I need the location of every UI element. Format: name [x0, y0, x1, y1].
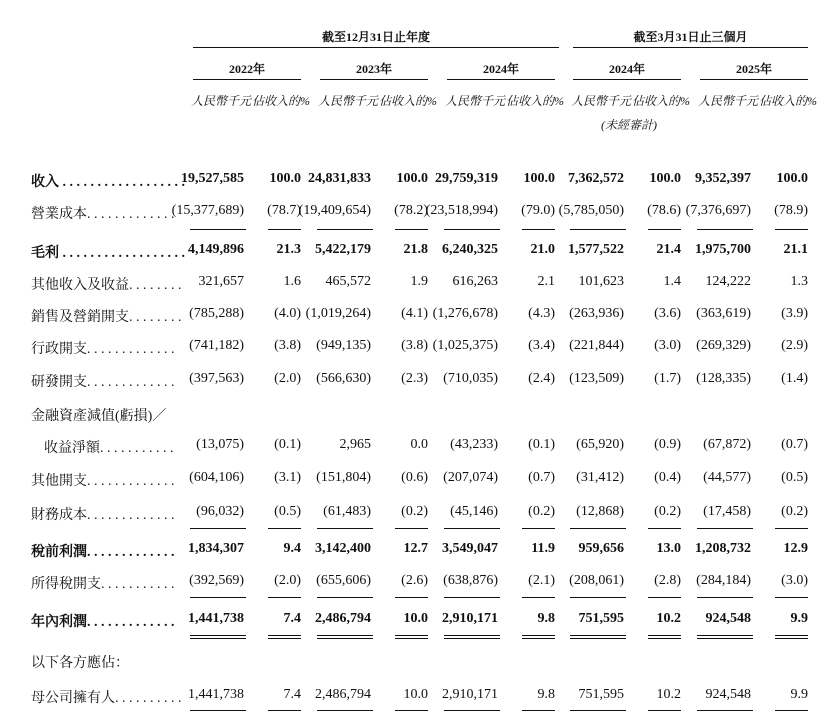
percent-cell: 21.4	[656, 242, 681, 257]
amount-cell: (655,606)	[316, 573, 371, 588]
header-quarter-rule	[573, 47, 808, 48]
total-rule	[268, 635, 301, 636]
percent-cell: (3.8)	[274, 338, 301, 353]
percent-cell: (3.0)	[654, 338, 681, 353]
unit-pct: 佔收入的%	[252, 94, 310, 108]
table-row	[0, 573, 829, 595]
amount-cell: 3,549,047	[442, 541, 498, 556]
percent-cell: 1.3	[790, 274, 808, 289]
percent-cell: (0.5)	[781, 470, 808, 485]
amount-cell: (151,804)	[316, 470, 371, 485]
total-rule	[190, 528, 246, 529]
percent-cell: (3.0)	[781, 573, 808, 588]
percent-cell: 13.0	[656, 541, 681, 556]
total-rule	[268, 638, 301, 639]
percent-cell: 21.1	[783, 242, 808, 257]
percent-cell: (79.0)	[521, 203, 555, 218]
row-label: 銷售及營銷開支. . . . . . . .	[31, 310, 182, 325]
row-label: 研發開支. . . . . . . . . . . . .	[31, 375, 175, 390]
period-2024-rule	[447, 79, 555, 80]
period-2023: 2023年	[355, 62, 392, 76]
percent-cell: 12.9	[783, 541, 808, 556]
percent-cell: 100.0	[269, 171, 301, 186]
amount-cell: 1,834,307	[188, 541, 244, 556]
table-row	[0, 338, 829, 360]
percent-cell: 9.9	[790, 611, 808, 626]
amount-cell: 1,975,700	[695, 242, 751, 257]
percent-cell: 11.9	[531, 541, 555, 556]
unit-amount: 人民幣千元	[697, 94, 758, 108]
total-rule	[570, 528, 626, 529]
row-label: 母公司擁有人. . . . . . . . . .	[31, 691, 182, 706]
total-rule	[570, 229, 626, 230]
percent-cell: 21.3	[276, 242, 301, 257]
row-label: 其他收入及收益. . . . . . . .	[31, 278, 182, 293]
amount-cell: (604,106)	[189, 470, 244, 485]
total-rule	[775, 638, 808, 639]
total-rule	[522, 635, 555, 636]
total-rule	[570, 638, 626, 639]
table-row	[0, 541, 829, 563]
amount-cell: 465,572	[325, 274, 371, 289]
total-rule	[317, 638, 373, 639]
percent-cell: 10.0	[403, 611, 428, 626]
percent-cell: 2.1	[537, 274, 555, 289]
total-rule	[190, 229, 246, 230]
percent-cell: (0.2)	[528, 504, 555, 519]
total-rule	[268, 528, 301, 529]
total-rule	[317, 635, 373, 636]
unit-pct: 佔收入的%	[379, 94, 437, 108]
total-rule	[395, 710, 428, 711]
table-row	[0, 405, 829, 427]
percent-cell: (0.7)	[528, 470, 555, 485]
amount-cell: (15,377,689)	[171, 203, 244, 218]
period-2025-q1: 2025年	[735, 62, 772, 76]
amount-cell: (13,075)	[196, 437, 244, 452]
percent-cell: 1.9	[410, 274, 428, 289]
amount-cell: 1,441,738	[188, 611, 244, 626]
total-rule	[697, 528, 753, 529]
period-2022: 2022年	[228, 62, 265, 76]
total-rule	[190, 635, 246, 636]
total-rule	[444, 638, 500, 639]
percent-cell: (1.7)	[654, 371, 681, 386]
total-rule	[522, 528, 555, 529]
percent-cell: (0.2)	[781, 504, 808, 519]
total-rule	[317, 229, 373, 230]
percent-cell: (0.4)	[654, 470, 681, 485]
amount-cell: (710,035)	[443, 371, 498, 386]
total-rule	[444, 635, 500, 636]
header-quarter-group: 截至3月31日止三個月	[633, 30, 748, 44]
table-row	[0, 687, 829, 709]
amount-cell: (17,458)	[703, 504, 751, 519]
amount-cell: (61,483)	[323, 504, 371, 519]
row-label: 營業成本. . . . . . . . . . . . .	[31, 207, 175, 222]
amount-cell: (638,876)	[443, 573, 498, 588]
amount-cell: (566,630)	[316, 371, 371, 386]
table-row	[0, 611, 829, 633]
total-rule	[190, 638, 246, 639]
percent-cell: 100.0	[649, 171, 681, 186]
total-rule	[697, 229, 753, 230]
amount-cell: 1,577,522	[568, 242, 624, 257]
total-rule	[648, 638, 681, 639]
percent-cell: 21.8	[403, 242, 428, 257]
amount-cell: (207,074)	[443, 470, 498, 485]
header-year-group: 截至12月31日止年度	[321, 30, 430, 44]
percent-cell: 9.8	[537, 611, 555, 626]
amount-cell: 6,240,325	[442, 242, 498, 257]
percent-cell: (0.1)	[528, 437, 555, 452]
percent-cell: 100.0	[776, 171, 808, 186]
amount-cell: (65,920)	[576, 437, 624, 452]
percent-cell: (2.9)	[781, 338, 808, 353]
row-label: 所得稅開支. . . . . . . . . . .	[31, 577, 175, 592]
total-rule	[444, 597, 500, 598]
amount-cell: (741,182)	[189, 338, 244, 353]
total-rule	[444, 229, 500, 230]
amount-cell: 1,208,732	[695, 541, 751, 556]
amount-cell: (45,146)	[450, 504, 498, 519]
percent-cell: (0.2)	[654, 504, 681, 519]
unit-amount: 人民幣千元	[444, 94, 505, 108]
period-2024-q1-rule	[573, 79, 681, 80]
total-rule	[697, 635, 753, 636]
table-row	[0, 171, 829, 193]
amount-cell: (785,288)	[189, 306, 244, 321]
amount-cell: (363,619)	[696, 306, 751, 321]
table-row	[0, 274, 829, 296]
row-label: 以下各方應佔：	[31, 656, 129, 671]
amount-cell: (284,184)	[696, 573, 751, 588]
percent-cell: (3.6)	[654, 306, 681, 321]
percent-cell: (4.3)	[528, 306, 555, 321]
percent-cell: (3.4)	[528, 338, 555, 353]
header-year-rule	[193, 47, 559, 48]
total-rule	[697, 597, 753, 598]
amount-cell: 9,352,397	[695, 171, 751, 186]
total-rule	[268, 229, 301, 230]
percent-cell: 1.6	[283, 274, 301, 289]
amount-cell: (123,509)	[569, 371, 624, 386]
table-row	[0, 203, 829, 225]
row-label: 收入 . . . . . . . . . . . . . . . . . .	[31, 175, 185, 190]
unit-amount: 人民幣千元	[317, 94, 378, 108]
percent-cell: (3.8)	[401, 338, 428, 353]
amount-cell: (23,518,994)	[425, 203, 498, 218]
total-rule	[444, 528, 500, 529]
amount-cell: (221,844)	[569, 338, 624, 353]
percent-cell: 9.9	[790, 687, 808, 702]
amount-cell: (1,019,264)	[305, 306, 371, 321]
total-rule	[648, 635, 681, 636]
total-rule	[775, 710, 808, 711]
row-label: 行政開支. . . . . . . . . . . . .	[31, 342, 175, 357]
amount-cell: (31,412)	[576, 470, 624, 485]
percent-cell: 1.4	[663, 274, 681, 289]
amount-cell: 24,831,833	[308, 171, 371, 186]
total-rule	[317, 528, 373, 529]
row-label: 其他開支. . . . . . . . . . . . .	[31, 474, 175, 489]
amount-cell: 2,910,171	[442, 611, 498, 626]
total-rule	[775, 597, 808, 598]
amount-cell: (208,061)	[569, 573, 624, 588]
amount-cell: 124,222	[705, 274, 751, 289]
percent-cell: (78.2)	[394, 203, 428, 218]
period-2023-rule	[320, 79, 428, 80]
percent-cell: 7.4	[283, 687, 301, 702]
total-rule	[522, 638, 555, 639]
percent-cell: (2.4)	[528, 371, 555, 386]
amount-cell: (269,329)	[696, 338, 751, 353]
total-rule	[648, 528, 681, 529]
percent-cell: 10.0	[403, 687, 428, 702]
total-rule	[522, 710, 555, 711]
percent-cell: (2.0)	[274, 573, 301, 588]
percent-cell: (2.1)	[528, 573, 555, 588]
amount-cell: 2,910,171	[442, 687, 498, 702]
percent-cell: 21.0	[530, 242, 555, 257]
amount-cell: 1,441,738	[188, 687, 244, 702]
total-rule	[648, 710, 681, 711]
percent-cell: (2.3)	[401, 371, 428, 386]
percent-cell: 10.2	[656, 687, 681, 702]
total-rule	[648, 597, 681, 598]
percent-cell: (0.9)	[654, 437, 681, 452]
amount-cell: 751,595	[578, 611, 624, 626]
amount-cell: (44,577)	[703, 470, 751, 485]
total-rule	[522, 229, 555, 230]
amount-cell: 924,548	[705, 611, 751, 626]
amount-cell: 19,527,585	[181, 171, 244, 186]
percent-cell: (4.0)	[274, 306, 301, 321]
amount-cell: 2,965	[339, 437, 371, 452]
amount-cell: 101,623	[578, 274, 624, 289]
amount-cell: (392,569)	[189, 573, 244, 588]
amount-cell: (12,868)	[576, 504, 624, 519]
amount-cell: 5,422,179	[315, 242, 371, 257]
total-rule	[697, 638, 753, 639]
percent-cell: (0.1)	[274, 437, 301, 452]
amount-cell: (5,785,050)	[558, 203, 624, 218]
amount-cell: (96,032)	[196, 504, 244, 519]
table-row	[0, 437, 829, 459]
amount-cell: (1,025,375)	[432, 338, 498, 353]
amount-cell: (67,872)	[703, 437, 751, 452]
total-rule	[395, 229, 428, 230]
table-row	[0, 371, 829, 393]
percent-cell: (4.1)	[401, 306, 428, 321]
percent-cell: (2.8)	[654, 573, 681, 588]
total-rule	[775, 528, 808, 529]
percent-cell: 12.7	[403, 541, 428, 556]
total-rule	[570, 710, 626, 711]
percent-cell: 9.8	[537, 687, 555, 702]
period-2024: 2024年	[482, 62, 519, 76]
row-label: 金融資產減值(虧損)／	[31, 409, 167, 424]
percent-cell: 9.4	[283, 541, 301, 556]
percent-cell: (2.0)	[274, 371, 301, 386]
unaudited-note: (未經審計)	[601, 118, 657, 132]
amount-cell: 2,486,794	[315, 687, 371, 702]
amount-cell: 29,759,319	[435, 171, 498, 186]
total-rule	[648, 229, 681, 230]
row-label: 稅前利潤. . . . . . . . . . . . .	[31, 545, 175, 560]
total-rule	[775, 635, 808, 636]
total-rule	[268, 597, 301, 598]
amount-cell: (397,563)	[189, 371, 244, 386]
amount-cell: 924,548	[705, 687, 751, 702]
percent-cell: (78.6)	[647, 203, 681, 218]
percent-cell: 7.4	[283, 611, 301, 626]
period-2025-q1-rule	[700, 79, 808, 80]
row-label: 毛利 . . . . . . . . . . . . . . . . . .	[31, 246, 185, 261]
row-label: 年內利潤. . . . . . . . . . . . .	[31, 615, 175, 630]
total-rule	[317, 597, 373, 598]
total-rule	[268, 710, 301, 711]
total-rule	[697, 710, 753, 711]
total-rule	[395, 528, 428, 529]
row-label: 收益淨額. . . . . . . . . . .	[44, 441, 174, 456]
total-rule	[522, 597, 555, 598]
total-rule	[395, 638, 428, 639]
table-row	[0, 470, 829, 492]
percent-cell: 10.2	[656, 611, 681, 626]
table-row	[0, 242, 829, 264]
table-row	[0, 652, 829, 674]
amount-cell: (43,233)	[450, 437, 498, 452]
amount-cell: 7,362,572	[568, 171, 624, 186]
unit-pct: 佔收入的%	[506, 94, 564, 108]
total-rule	[317, 710, 373, 711]
total-rule	[775, 229, 808, 230]
amount-cell: (7,376,697)	[685, 203, 751, 218]
table-row	[0, 306, 829, 328]
amount-cell: 3,142,400	[315, 541, 371, 556]
unit-pct: 佔收入的%	[632, 94, 690, 108]
amount-cell: (263,936)	[569, 306, 624, 321]
total-rule	[444, 710, 500, 711]
percent-cell: (78.7)	[267, 203, 301, 218]
total-rule	[395, 635, 428, 636]
percent-cell: (0.2)	[401, 504, 428, 519]
percent-cell: (0.6)	[401, 470, 428, 485]
amount-cell: 959,656	[578, 541, 624, 556]
period-2022-rule	[193, 79, 301, 80]
total-rule	[570, 597, 626, 598]
total-rule	[190, 597, 246, 598]
amount-cell: (1,276,678)	[432, 306, 498, 321]
period-2024-q1: 2024年	[608, 62, 645, 76]
percent-cell: 100.0	[523, 171, 555, 186]
percent-cell: (3.9)	[781, 306, 808, 321]
percent-cell: (78.9)	[774, 203, 808, 218]
percent-cell: (2.6)	[401, 573, 428, 588]
percent-cell: 100.0	[396, 171, 428, 186]
amount-cell: 751,595	[578, 687, 624, 702]
percent-cell: (3.1)	[274, 470, 301, 485]
percent-cell: (0.7)	[781, 437, 808, 452]
row-label: 財務成本. . . . . . . . . . . . .	[31, 508, 175, 523]
amount-cell: 2,486,794	[315, 611, 371, 626]
total-rule	[395, 597, 428, 598]
amount-cell: 321,657	[198, 274, 244, 289]
percent-cell: (0.5)	[274, 504, 301, 519]
unit-amount: 人民幣千元	[190, 94, 251, 108]
amount-cell: (19,409,654)	[298, 203, 371, 218]
unit-amount: 人民幣千元	[570, 94, 631, 108]
total-rule	[570, 635, 626, 636]
percent-cell: (1.4)	[781, 371, 808, 386]
total-rule	[190, 710, 246, 711]
amount-cell: (949,135)	[316, 338, 371, 353]
amount-cell: (128,335)	[696, 371, 751, 386]
unit-pct: 佔收入的%	[759, 94, 817, 108]
table-row	[0, 504, 829, 526]
amount-cell: 4,149,896	[188, 242, 244, 257]
percent-cell: 0.0	[410, 437, 428, 452]
amount-cell: 616,263	[452, 274, 498, 289]
